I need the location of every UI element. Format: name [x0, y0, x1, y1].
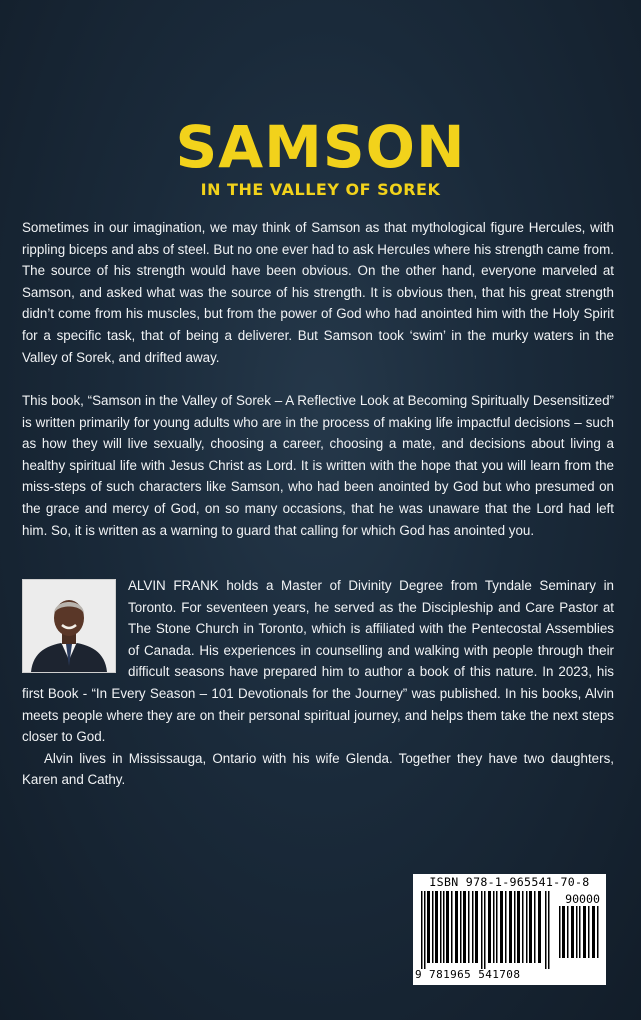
price-barcode-bars: [559, 906, 599, 958]
author-bio-section: [22, 575, 614, 791]
author-bio: ALVIN FRANK holds a Master of Divinity Degree from Tyndale Seminary in Toronto. For seventeen years, he served as the Discipleship and Care Pastor at The Stone Church in Toronto, which is affiliated with the Pentecostal Assemblies of Canada. His experiences in counselling and walking with people through their difficult seasons have prepared him to author a book of this nature. In 2023, his first Book - “In Every Season – 101 Devotionals for the Journey” was published. In his books, Alvin meets people where they are on their personal spiritual journey, and helps them take the next steps closer to God.: [22, 578, 614, 745]
blurb-paragraph-1: Sometimes in our imagination, we may think of Samson as that mythological figure Hercules, with rippling biceps and abs of steel. But no one ever had to ask Hercules where his strength came from. The source of his strength would have been obvious. On the other hand, everyone marveled at Samson, and asked what was the source of his strength. It is obvious then, that his great strength didn’t come from his muscles, but from the power of God who had anointed him with the Holy Spirit for a specific task, that of being a deliverer. But Samson took ‘swim’ in the murky waters in the Valley of Sorek, and drifted away.: [22, 220, 614, 365]
author-photo: [22, 579, 116, 673]
isbn-label: ISBN 978-1-965541-70-8: [429, 875, 590, 889]
isbn-barcode: [413, 874, 606, 985]
blurb-paragraph-2: This book, “Samson in the Valley of Sorek – A Reflective Look at Becoming Spiritually Desensitized” is written primarily for young adults who are in the process of making life impactful decisions – such as how they will live sexually, choosing a career, choosing a mate, and decisions about living a healthy spiritual life with Jesus Christ as Lord. It is written with the hope that you will learn from the miss-steps of such characters like Samson, who had been anointed by God but who presumed on the grace and mercy of God, on so many occasions, that he was unaware that the Lord had left him. So, it is written as a warning to guard that calling for which God has anointed you.: [22, 393, 614, 538]
book-subtitle: IN THE VALLEY OF SOREK: [200, 180, 441, 199]
author-family: Alvin lives in Mississauga, Ontario with his wife Glenda. Together they have two daughters, Karen and Cathy.: [22, 750, 614, 788]
book-title: SAMSON: [175, 113, 466, 181]
ean-digits: 9 781965 541708: [415, 968, 521, 981]
barcode-bars: [419, 891, 555, 969]
price-code: 90000: [565, 892, 600, 906]
